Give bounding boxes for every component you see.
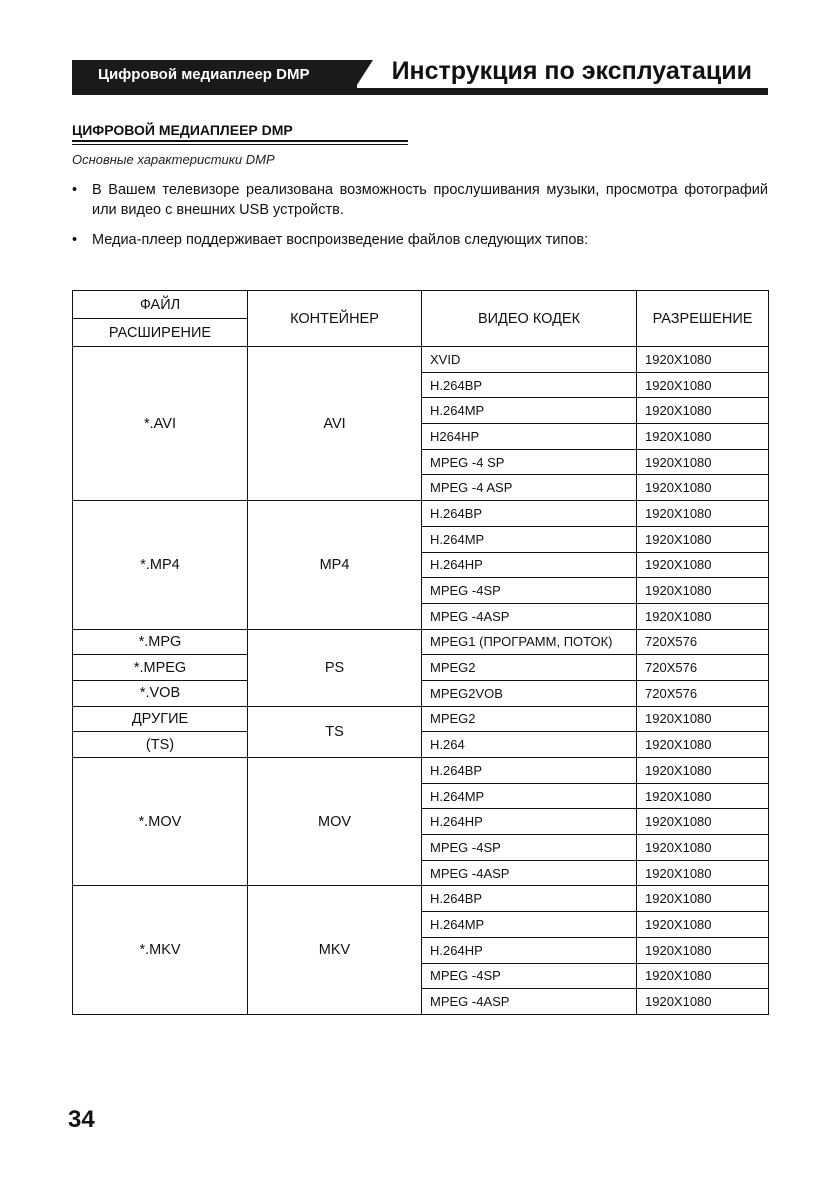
codec-cell: MPEG -4SP (422, 578, 637, 604)
resolution-cell: 720X576 (637, 629, 769, 655)
codec-cell: H.264BP (422, 501, 637, 527)
extension-cell: *.AVI (73, 347, 248, 501)
extension-cell: *.MKV (73, 886, 248, 1014)
container-cell: TS (248, 706, 422, 757)
codec-cell: MPEG -4ASP (422, 860, 637, 886)
codec-cell: MPEG -4 ASP (422, 475, 637, 501)
resolution-cell: 1920X1080 (637, 706, 769, 732)
codec-cell: MPEG2VOB (422, 680, 637, 706)
resolution-cell: 1920X1080 (637, 552, 769, 578)
codec-cell: MPEG2 (422, 706, 637, 732)
header-band-slant (355, 60, 373, 88)
file-types-table (72, 290, 769, 1015)
table-row (73, 758, 769, 784)
resolution-cell: 720X576 (637, 655, 769, 681)
container-cell: AVI (248, 347, 422, 501)
header-file: ФАЙЛ (73, 291, 248, 319)
resolution-cell: 1920X1080 (637, 475, 769, 501)
resolution-cell: 1920X1080 (637, 501, 769, 527)
section-subtitle: Основные характеристики DMP (72, 152, 275, 167)
resolution-cell: 1920X1080 (637, 809, 769, 835)
codec-cell: H.264BP (422, 372, 637, 398)
extension-cell: *.MPEG (73, 655, 248, 681)
resolution-cell: 1920X1080 (637, 603, 769, 629)
resolution-cell: 1920X1080 (637, 578, 769, 604)
extension-cell: (TS) (73, 732, 248, 758)
codec-cell: H264HP (422, 424, 637, 450)
codec-cell: H.264HP (422, 937, 637, 963)
bullet-marker: • (72, 182, 78, 198)
header-resolution: РАЗРЕШЕНИЕ (637, 291, 769, 347)
extension-cell: *.VOB (73, 680, 248, 706)
codec-cell: H.264BP (422, 886, 637, 912)
resolution-cell: 1920X1080 (637, 372, 769, 398)
codec-cell: MPEG1 (ПРОГРАММ, ПОТОК) (422, 629, 637, 655)
resolution-cell: 1920X1080 (637, 937, 769, 963)
table-row (73, 706, 769, 732)
extension-cell: ДРУГИЕ (73, 706, 248, 732)
codec-cell: H.264MP (422, 783, 637, 809)
resolution-cell: 1920X1080 (637, 783, 769, 809)
header-manual-title: Инструкция по эксплуатации (391, 57, 752, 85)
page-number: 34 (68, 1106, 95, 1133)
container-cell: MOV (248, 758, 422, 886)
resolution-cell: 1920X1080 (637, 886, 769, 912)
table-row (73, 347, 769, 373)
resolution-cell: 1920X1080 (637, 424, 769, 450)
table-row (73, 501, 769, 527)
header-rule (72, 88, 768, 95)
codec-cell: MPEG -4SP (422, 835, 637, 861)
page-header (72, 57, 768, 96)
resolution-cell: 1920X1080 (637, 398, 769, 424)
header-extension: РАСШИРЕНИЕ (73, 319, 248, 347)
header-product-label: Цифровой медиаплеер DMP (98, 66, 310, 83)
bullet-marker: • (72, 232, 78, 248)
codec-cell: MPEG2 (422, 655, 637, 681)
bullet-text: В Вашем телевизоре реализована возможность прослушивания музыки, просмотра фотографий или видео с внешних USB устройств. (92, 182, 768, 218)
table-header-row (73, 291, 769, 319)
table-row (73, 629, 769, 655)
resolution-cell: 1920X1080 (637, 963, 769, 989)
container-cell: MP4 (248, 501, 422, 629)
resolution-cell: 1920X1080 (637, 449, 769, 475)
extension-cell: *.MP4 (73, 501, 248, 629)
resolution-cell: 1920X1080 (637, 912, 769, 938)
resolution-cell: 1920X1080 (637, 732, 769, 758)
resolution-cell: 1920X1080 (637, 860, 769, 886)
resolution-cell: 1920X1080 (637, 526, 769, 552)
bullet-item (72, 230, 768, 250)
codec-cell: H.264 (422, 732, 637, 758)
codec-cell: H.264BP (422, 758, 637, 784)
header-container: КОНТЕЙНЕР (248, 291, 422, 347)
container-cell: PS (248, 629, 422, 706)
container-cell: MKV (248, 886, 422, 1014)
extension-cell: *.MOV (73, 758, 248, 886)
header-codec: ВИДЕО КОДЕК (422, 291, 637, 347)
table-row (73, 886, 769, 912)
codec-cell: H.264MP (422, 526, 637, 552)
extension-cell: *.MPG (73, 629, 248, 655)
codec-cell: MPEG -4SP (422, 963, 637, 989)
bullet-text: Медиа-плеер поддерживает воспроизведение файлов следующих типов: (92, 232, 589, 248)
resolution-cell: 1920X1080 (637, 835, 769, 861)
codec-cell: H.264HP (422, 809, 637, 835)
codec-cell: H.264MP (422, 398, 637, 424)
codec-cell: H.264HP (422, 552, 637, 578)
codec-cell: MPEG -4 SP (422, 449, 637, 475)
section-underline (72, 140, 408, 142)
section-title: ЦИФРОВОЙ МЕДИАПЛЕЕР DMP (72, 122, 293, 138)
codec-cell: MPEG -4ASP (422, 989, 637, 1015)
section-underline-thin (72, 144, 408, 145)
codec-cell: MPEG -4ASP (422, 603, 637, 629)
resolution-cell: 720X576 (637, 680, 769, 706)
resolution-cell: 1920X1080 (637, 989, 769, 1015)
codec-cell: H.264MP (422, 912, 637, 938)
bullet-item (72, 180, 768, 220)
codec-cell: XVID (422, 347, 637, 373)
resolution-cell: 1920X1080 (637, 758, 769, 784)
resolution-cell: 1920X1080 (637, 347, 769, 373)
